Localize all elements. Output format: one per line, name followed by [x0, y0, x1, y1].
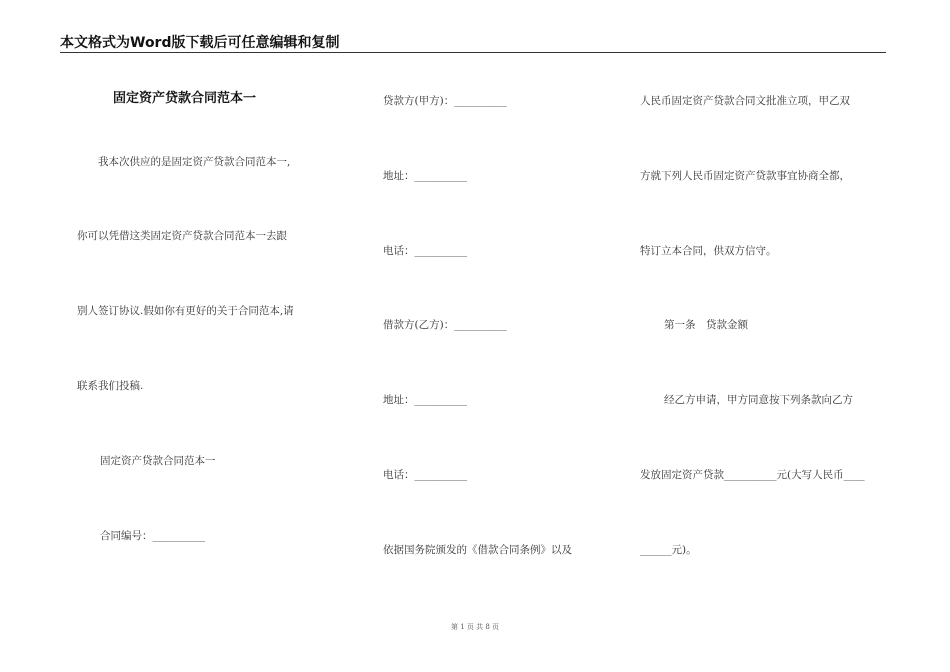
- borrower-phone-line: 电话：__________: [383, 469, 467, 481]
- lender-address-line: 地址：__________: [383, 170, 467, 182]
- col1-line-4: 联系我们投稿.: [77, 380, 144, 392]
- borrower-address-line: 地址：__________: [383, 394, 467, 406]
- col1-line-3: 别人签订协议.假如你有更好的关于合同范本,请: [77, 305, 294, 317]
- col1-line-1: 我本次供应的是固定资产贷款合同范本一,: [98, 156, 291, 168]
- col1-line-5: 固定资产贷款合同范本一: [100, 455, 216, 467]
- col2-line-7: 依据国务院颁发的《借款合同条例》以及: [383, 544, 572, 556]
- borrower-line: 借款方(乙方)：__________: [383, 319, 507, 331]
- col3-line-7: ______元)。: [640, 544, 697, 556]
- col3-line-1: 人民币固定资产贷款合同文批准立项，甲乙双: [640, 95, 850, 107]
- col3-line-5: 经乙方申请，甲方同意按下列条款向乙方: [664, 394, 853, 406]
- page-header: [60, 34, 886, 53]
- article-1-heading: 第一条 贷款金额: [664, 319, 748, 331]
- header-text: 本文格式为Word版下载后可任意编辑和复制: [60, 35, 340, 51]
- contract-number-line: 合同编号：__________: [100, 530, 205, 542]
- document-title: 固定资产贷款合同范本一: [113, 91, 257, 106]
- col1-line-2: 你可以凭借这类固定资产贷款合同范本一去跟: [77, 230, 287, 242]
- lender-phone-line: 电话：__________: [383, 245, 467, 257]
- col3-line-2: 方就下列人民币固定资产贷款事宜协商全都，: [640, 170, 850, 182]
- lender-line: 贷款方(甲方)：__________: [383, 95, 507, 107]
- page-footer: 第 1 页 共 8 页: [450, 623, 500, 631]
- col3-line-6: 发放固定资产贷款__________元(大写人民币____: [640, 469, 865, 481]
- col3-line-3: 特订立本合同，供双方信守。: [640, 245, 777, 257]
